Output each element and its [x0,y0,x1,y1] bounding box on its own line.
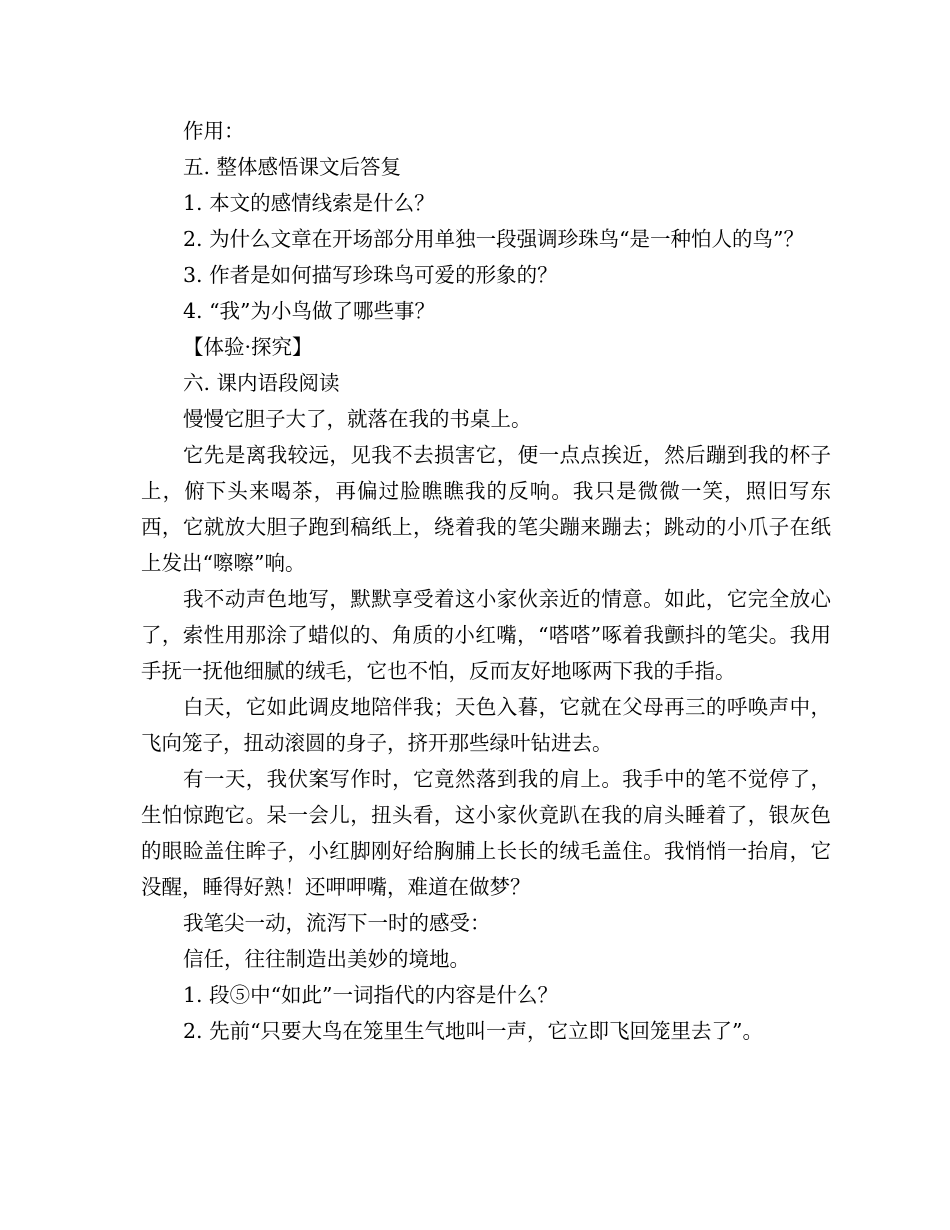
question-5-3: 3. 作者是如何描写珍珠鸟可爱的形象的？ [183,263,558,287]
question-5-4: 4. “我”为小鸟做了哪些事？ [183,299,436,323]
question-5-2: 2. 为什么文章在开场部分用单独一段强调珍珠鸟“是一种怕人的鸟”？ [183,227,805,251]
passage-paragraph-5: 有一天，我伏案写作时，它竟然落到我的肩上。我手中的笔不觉停了，生怕惊跑它。呆一会儿，扭头看，这小家伙竟趴在我的肩头睡着了，银灰色的眼睑盖住眸子，小红脚刚好给胸脯上长长的绒毛盖住。我悄悄一抬肩，它没醒，睡得好熟！还呷呷嘴，难道在做梦？ [141,767,831,899]
question-6-1: 1. 段⑤中“如此”一词指代的内容是什么？ [183,983,559,1007]
passage-paragraph-2: 它先是离我较远，见我不去损害它，便一点点挨近，然后蹦到我的杯子上，俯下头来喝茶，再偏过脸瞧瞧我的反响。我只是微微一笑，照旧写东西，它就放大胆子跑到稿纸上，绕着我的笔尖蹦来蹦去；跳动的小爪子在纸上发出“嚓嚓”响。 [141,443,831,575]
section-5-heading: 五. 整体感悟课文后答复 [183,155,402,179]
effect-label: 作用： [183,119,245,143]
question-5-1: 1. 本文的感情线索是什么？ [183,191,435,215]
passage-paragraph-4: 白天，它如此调皮地陪伴我；天色入暮，它就在父母再三的呼唤声中，飞向笼子，扭动滚圆的身子，挤开那些绿叶钻进去。 [141,695,831,755]
experience-heading: 【体验·探究】 [183,335,313,359]
passage-paragraph-1: 慢慢它胆子大了，就落在我的书桌上。 [183,407,532,431]
question-6-2: 2. 先前“只要大鸟在笼里生气地叫一声，它立即飞回笼里去了”。 [183,1019,764,1043]
section-6-heading: 六. 课内语段阅读 [183,371,340,395]
document-body [141,113,831,1049]
passage-paragraph-7: 信任，往往制造出美妙的境地。 [183,947,470,971]
passage-paragraph-6: 我笔尖一动，流泻下一时的感受： [183,911,491,935]
passage-paragraph-3: 我不动声色地写，默默享受着这小家伙亲近的情意。如此，它完全放心了，索性用那涂了蜡似的、角质的小红嘴，“嗒嗒”啄着我颤抖的笔尖。我用手抚一抚他细腻的绒毛，它也不怕，反而友好地啄两下我的手指。 [141,587,831,683]
